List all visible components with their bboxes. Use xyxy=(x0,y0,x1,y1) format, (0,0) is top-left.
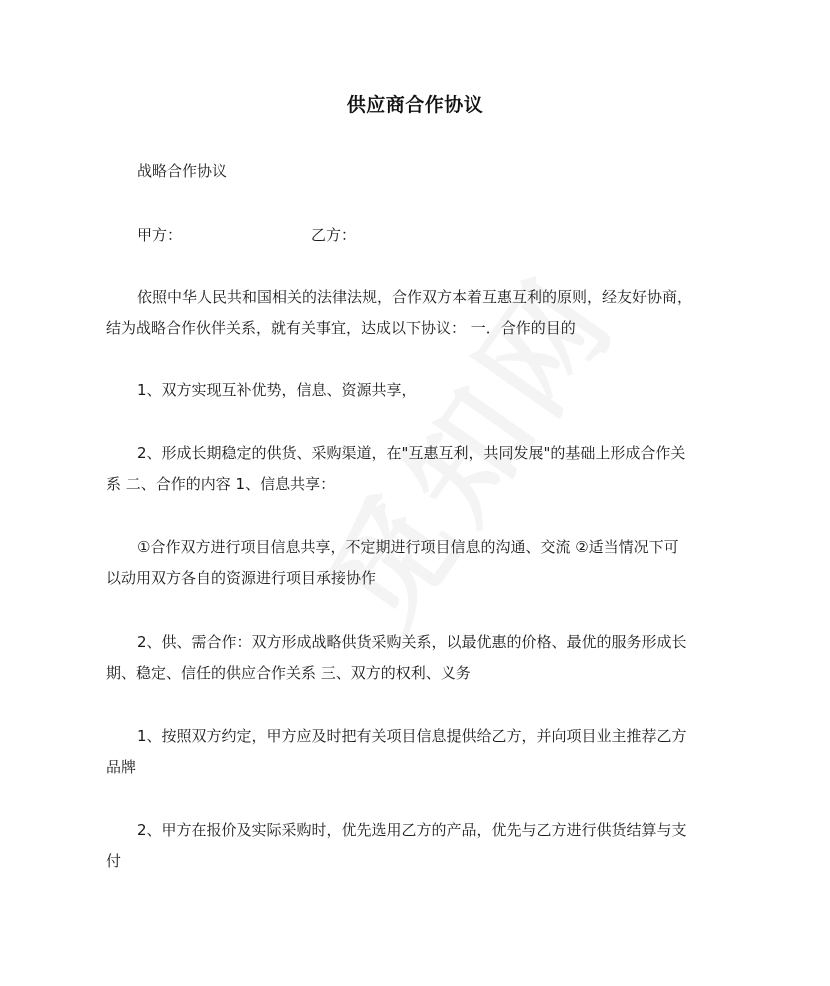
paragraph-info-share-line-2: 以动用双方各自的资源进行项目承接协作 xyxy=(106,569,377,587)
paragraph-rights-2-line-2: 付 xyxy=(106,852,122,870)
paragraph-intro-line-2: 结为战略合作伙伴关系，就有关事宜，达成以下协议： 一．合作的目的 xyxy=(106,319,576,337)
paragraph-intro-line-1: 依照中华人民共和国相关的法律法规，合作双方本着互惠互利的原则，经友好协商， xyxy=(137,288,693,306)
document-subtitle: 战略合作协议 xyxy=(137,162,228,180)
paragraph-supply-line-1: 2、供、需合作：双方形成战略供货采购关系，以最优惠的价格、最优的服务形成长 xyxy=(137,633,687,651)
document-title: 供应商合作协议 xyxy=(346,94,484,116)
paragraph-item-1-line-1: 1、双方实现互补优势，信息、资源共享， xyxy=(137,381,417,399)
paragraph-item-2-line-1: 2、形成长期稳定的供货、采购渠道，在"互惠互利，共同发展"的基础上形成合作关 xyxy=(137,444,686,462)
party-b-label: 乙方： xyxy=(311,226,357,244)
paragraph-rights-1-line-1: 1、按照双方约定，甲方应及时把有关项目信息提供给乙方，并向项目业主推荐乙方 xyxy=(137,727,687,745)
paragraph-rights-2-line-1: 2、甲方在报价及实际采购时，优先选用乙方的产品，优先与乙方进行供货结算与支 xyxy=(137,821,687,839)
paragraph-info-share-line-1: ①合作双方进行项目信息共享，不定期进行项目信息的沟通、交流 ②适当情况下可 xyxy=(137,538,679,556)
paragraph-supply-line-2: 期、稳定、信任的供应合作关系 三、双方的权利、义务 xyxy=(106,664,471,682)
party-a-label: 甲方： xyxy=(137,226,183,244)
paragraph-rights-1-line-2: 品牌 xyxy=(106,758,137,776)
paragraph-item-2-line-2: 系 二、合作的内容 1、信息共享： xyxy=(106,475,336,493)
